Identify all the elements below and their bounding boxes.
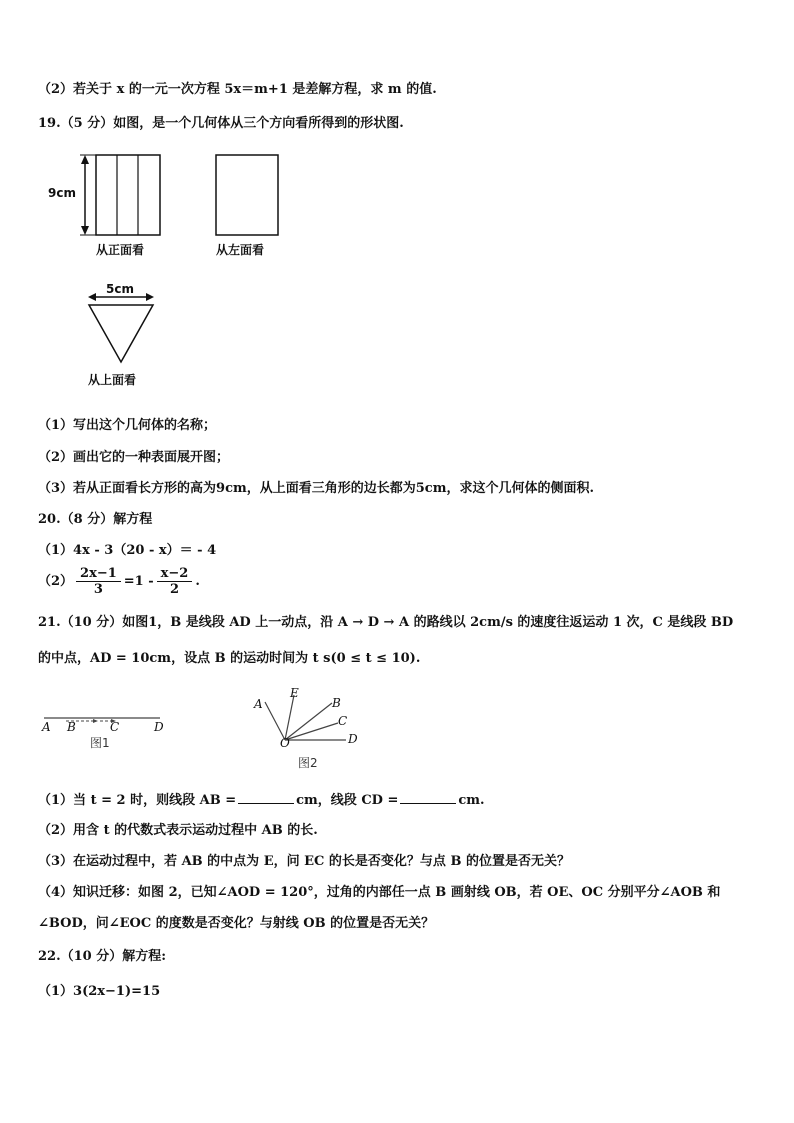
q21-part4-line2: ∠BOD，问∠EOC 的度数是否变化？与射线 OB 的位置是否无关？	[38, 916, 435, 931]
q21-part2: （2）用含 t 的代数式表示运动过程中 AB 的长.	[38, 823, 318, 838]
fig1-point-d: D	[154, 720, 164, 734]
left-view-rect	[216, 155, 278, 235]
fig1-caption: 图1	[90, 736, 110, 750]
q19-part3: （3）若从正面看长方形的高为9cm，从上面看三角形的边长都为5cm，求这个几何体的侧面积.	[38, 481, 595, 496]
ray-OC	[285, 723, 338, 740]
fig1-point-c: C	[110, 720, 120, 734]
arrow-right-icon	[146, 293, 154, 301]
q19-part2: （2）画出它的一种表面展开图；	[38, 450, 230, 465]
q20-part1: （1）4x - 3（20 - x）＝ - 4	[38, 543, 217, 558]
answer-blank-ab[interactable]	[238, 791, 294, 804]
left-view-caption: 从左面看	[216, 243, 265, 257]
fraction-2-numerator: x−2	[157, 566, 193, 582]
fraction-1	[76, 566, 121, 597]
fraction-2-denominator: 2	[169, 582, 180, 597]
top-width-label: 5cm	[106, 282, 134, 296]
q19-header: 19.（5 分）如图，是一个几何体从三个方向看所得到的形状图.	[38, 116, 404, 131]
fig2-point-e: E	[290, 686, 299, 700]
q20-part2-mid: =1 -	[123, 574, 154, 589]
q21-part1-c: cm.	[458, 793, 485, 808]
q21-part1-b: cm，线段 CD =	[296, 793, 399, 808]
top-view-caption: 从上面看	[88, 373, 137, 387]
arrow-left-icon	[88, 293, 96, 301]
q19-three-views-figure	[40, 150, 300, 400]
height-label: 9cm	[48, 186, 76, 200]
top-view-triangle	[89, 305, 153, 362]
fig2-point-d: D	[348, 732, 358, 746]
q20-header: 20.（8 分）解方程	[38, 512, 153, 527]
fig2-point-c: C	[338, 714, 348, 728]
arrow-up-icon	[81, 155, 89, 164]
ray-OA	[265, 702, 285, 740]
q20-part2-prefix: （2）	[38, 574, 74, 589]
front-view-rect	[96, 155, 160, 235]
q22-part1: （1）3(2x−1)=15	[38, 984, 161, 999]
fraction-1-denominator: 3	[93, 582, 103, 597]
fraction-2	[157, 566, 193, 597]
arrow-right-icon	[93, 719, 98, 723]
q22-header: 22.（10 分）解方程:	[38, 949, 167, 964]
q21-line1: 21.（10 分）如图1，B 是线段 AD 上一动点，沿 A → D → A 的路线以 2cm/s 的速度往返运动 1 次，C 是线段 BD	[38, 615, 734, 630]
fig2-point-b: B	[332, 696, 341, 710]
q20-part2	[38, 566, 200, 597]
answer-blank-cd[interactable]	[400, 791, 456, 804]
fig1-point-b: B	[67, 720, 76, 734]
q18-part2: （2）若关于 x 的一元一次方程 5x＝m+1 是差解方程，求 m 的值.	[38, 82, 437, 97]
ray-OB	[285, 703, 332, 740]
fig2-point-a: A	[254, 697, 263, 711]
front-view-caption: 从正面看	[96, 243, 145, 257]
q21-part1-a: （1）当 t = 2 时，则线段 AB =	[38, 793, 237, 808]
q21-part3: （3）在运动过程中，若 AB 的中点为 E，问 EC 的长是否变化？与点 B 的位置是否无关？	[38, 854, 570, 869]
fig1-point-a: A	[42, 720, 51, 734]
q21-line2: 的中点，AD = 10cm，设点 B 的运动时间为 t s(0 ≤ t ≤ 10).	[38, 651, 421, 666]
q21-part1	[38, 791, 485, 810]
q20-part2-end: .	[195, 574, 200, 589]
fig2-point-o: O	[280, 736, 290, 750]
q19-part1: （1）写出这个几何体的名称；	[38, 418, 217, 433]
q21-part4-line1: （4）知识迁移：如图 2，已知∠AOD = 120°，过角的内部任一点 B 画射线 OB，若 OE、OC 分别平分∠AOB 和	[38, 885, 721, 900]
arrow-down-icon	[81, 226, 89, 235]
fraction-1-numerator: 2x−1	[76, 566, 121, 582]
fig2-caption: 图2	[298, 756, 318, 770]
